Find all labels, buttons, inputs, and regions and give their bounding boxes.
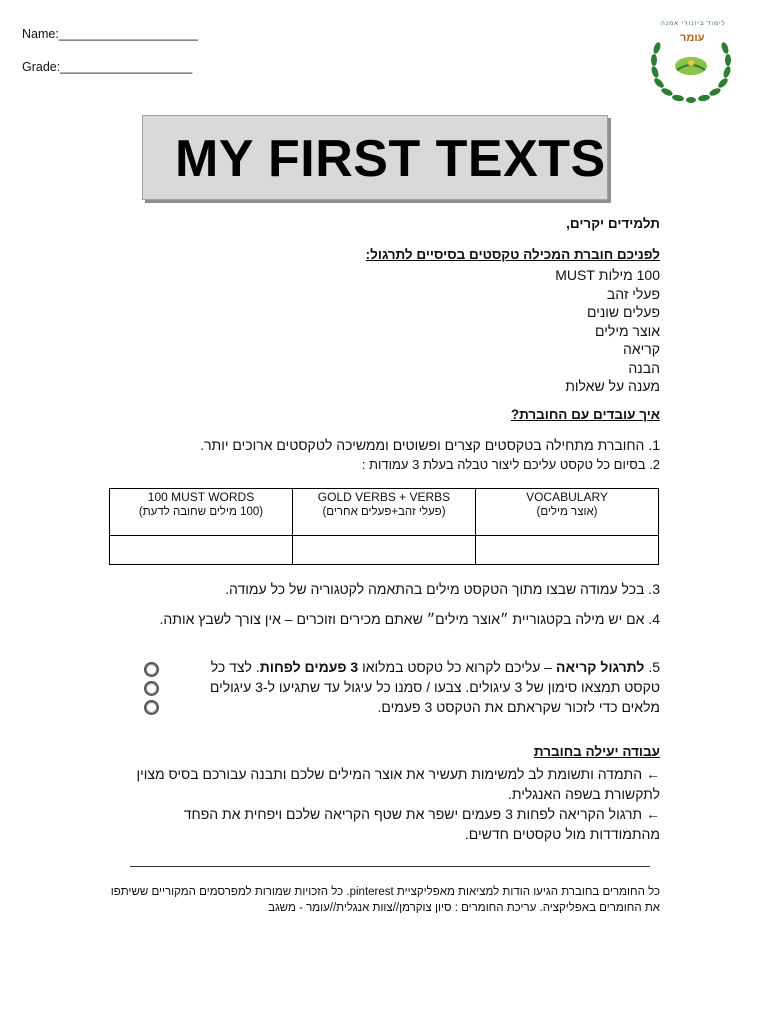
grade-field-label: Grade:___________________ (22, 60, 193, 74)
name-field-label: Name:____________________ (22, 27, 198, 41)
topics-list (555, 266, 660, 396)
column-title-vocabulary: VOCABULARY (526, 490, 608, 504)
column-subtitle: (אוצר מילים) (536, 506, 598, 518)
step-5-text-1: – עליכם לקרוא כל טקסט במלואו (358, 659, 556, 675)
greeting: תלמידים יקרים, (566, 216, 660, 231)
list-item: מענה על שאלות (565, 378, 660, 394)
school-logo (645, 20, 737, 106)
table-header-cell (476, 489, 659, 536)
list-item: קריאה (622, 341, 660, 357)
step-5-bold-times: 3 פעמים לפחות (259, 659, 359, 675)
reading-circle[interactable] (144, 681, 159, 696)
list-item: 100 מילות MUST (555, 267, 660, 283)
reading-circle[interactable] (144, 662, 159, 677)
list-item: פעלי זהב (606, 285, 660, 302)
table-header-cell (110, 489, 293, 536)
title-banner (142, 115, 608, 200)
logo-text: עומר (680, 32, 705, 44)
reading-circle[interactable] (144, 700, 159, 715)
column-subtitle: (פעלי זהב+פעלים אחרים) (322, 506, 446, 518)
column-title-must-words: 100 MUST WORDS (147, 490, 255, 504)
table-cell-empty[interactable] (293, 536, 476, 565)
step-5-bold-reading: לתרגול קריאה (555, 659, 645, 675)
efficient-heading: עבודה יעילה בחוברת (533, 744, 660, 759)
efficient-line-1: ← התמדה ותשומת לב למשימות תעשיר את אוצר המילים שלכם ותבנה עבורכם בסיס מצוין לתקשורת בשפה האנגלית. (136, 766, 660, 802)
table-cell-empty[interactable] (476, 536, 659, 565)
intro-heading: לפניכם חוברת המכילה טקסטים בסיסיים לתרגול: (365, 247, 660, 262)
table-cell-empty[interactable] (110, 536, 293, 565)
list-item: הבנה (628, 359, 660, 376)
list-item: אוצר מילים (595, 322, 660, 339)
step-5-text-2: . לצד כל טקסט תמצאו סימון של 3 עיגולים. צבעו / סמנו כל עיגול עד שתגיעו ל-3 עיגולים מלאים כדי לזכור שקראתם את הטקסט 3 פעמים. (209, 659, 660, 715)
page-title: MY FIRST TEXTS (175, 130, 606, 188)
howto-heading: איך עובדים עם החוברת? (510, 407, 660, 422)
howto-step-1: 1. החוברת מתחילה בטקסטים קצרים ופשוטים וממשיכה לטקסטים ארוכים יותר. (200, 437, 660, 453)
column-subtitle: (100 מילים שחובה לדעת) (138, 506, 264, 518)
step-5-number: 5. (648, 659, 660, 675)
footer-divider (130, 866, 650, 867)
vocabulary-table (109, 488, 659, 565)
efficient-line-2: ← תרגול הקריאה לפחות 3 פעמים ישפר את שטף הקריאה שלכם ויפחית את הפחד מהתמודדות מול טקסטים חדשים. (183, 806, 660, 842)
table-header-cell (293, 489, 476, 536)
step-5 (190, 657, 660, 717)
footer-credits: כל החומרים בחוברת הגיעו הודות למציאות מאפליקציית pinterest. כל הזכויות שמורות למפרסמים המקוריים ששיתפו את החומרים באפליקציה. עריכת החומרים : סיון צוקרמן//צוות אנגלית//עומר - משגב (110, 886, 660, 914)
step-4: 4. אם יש מילה בקטגוריית ״אוצר מילים״ שאתם מכירים וזוכרים – אין צורך לשבץ אותה. (159, 611, 660, 627)
logo-ring-text: לימוד ביזנורי אמנה (661, 21, 726, 27)
list-item: פעלים שונים (586, 304, 660, 320)
howto-step-2: 2. בסיום כל טקסט עליכם ליצור טבלה בעלת 3 עמודות : (361, 457, 660, 472)
column-title-gold-verbs: GOLD VERBS + VERBS (317, 490, 451, 504)
step-3: 3. בכל עמודה שבצו מתוך הטקסט מילים בהתאמה לקטגוריה של כל עמודה. (225, 581, 660, 597)
